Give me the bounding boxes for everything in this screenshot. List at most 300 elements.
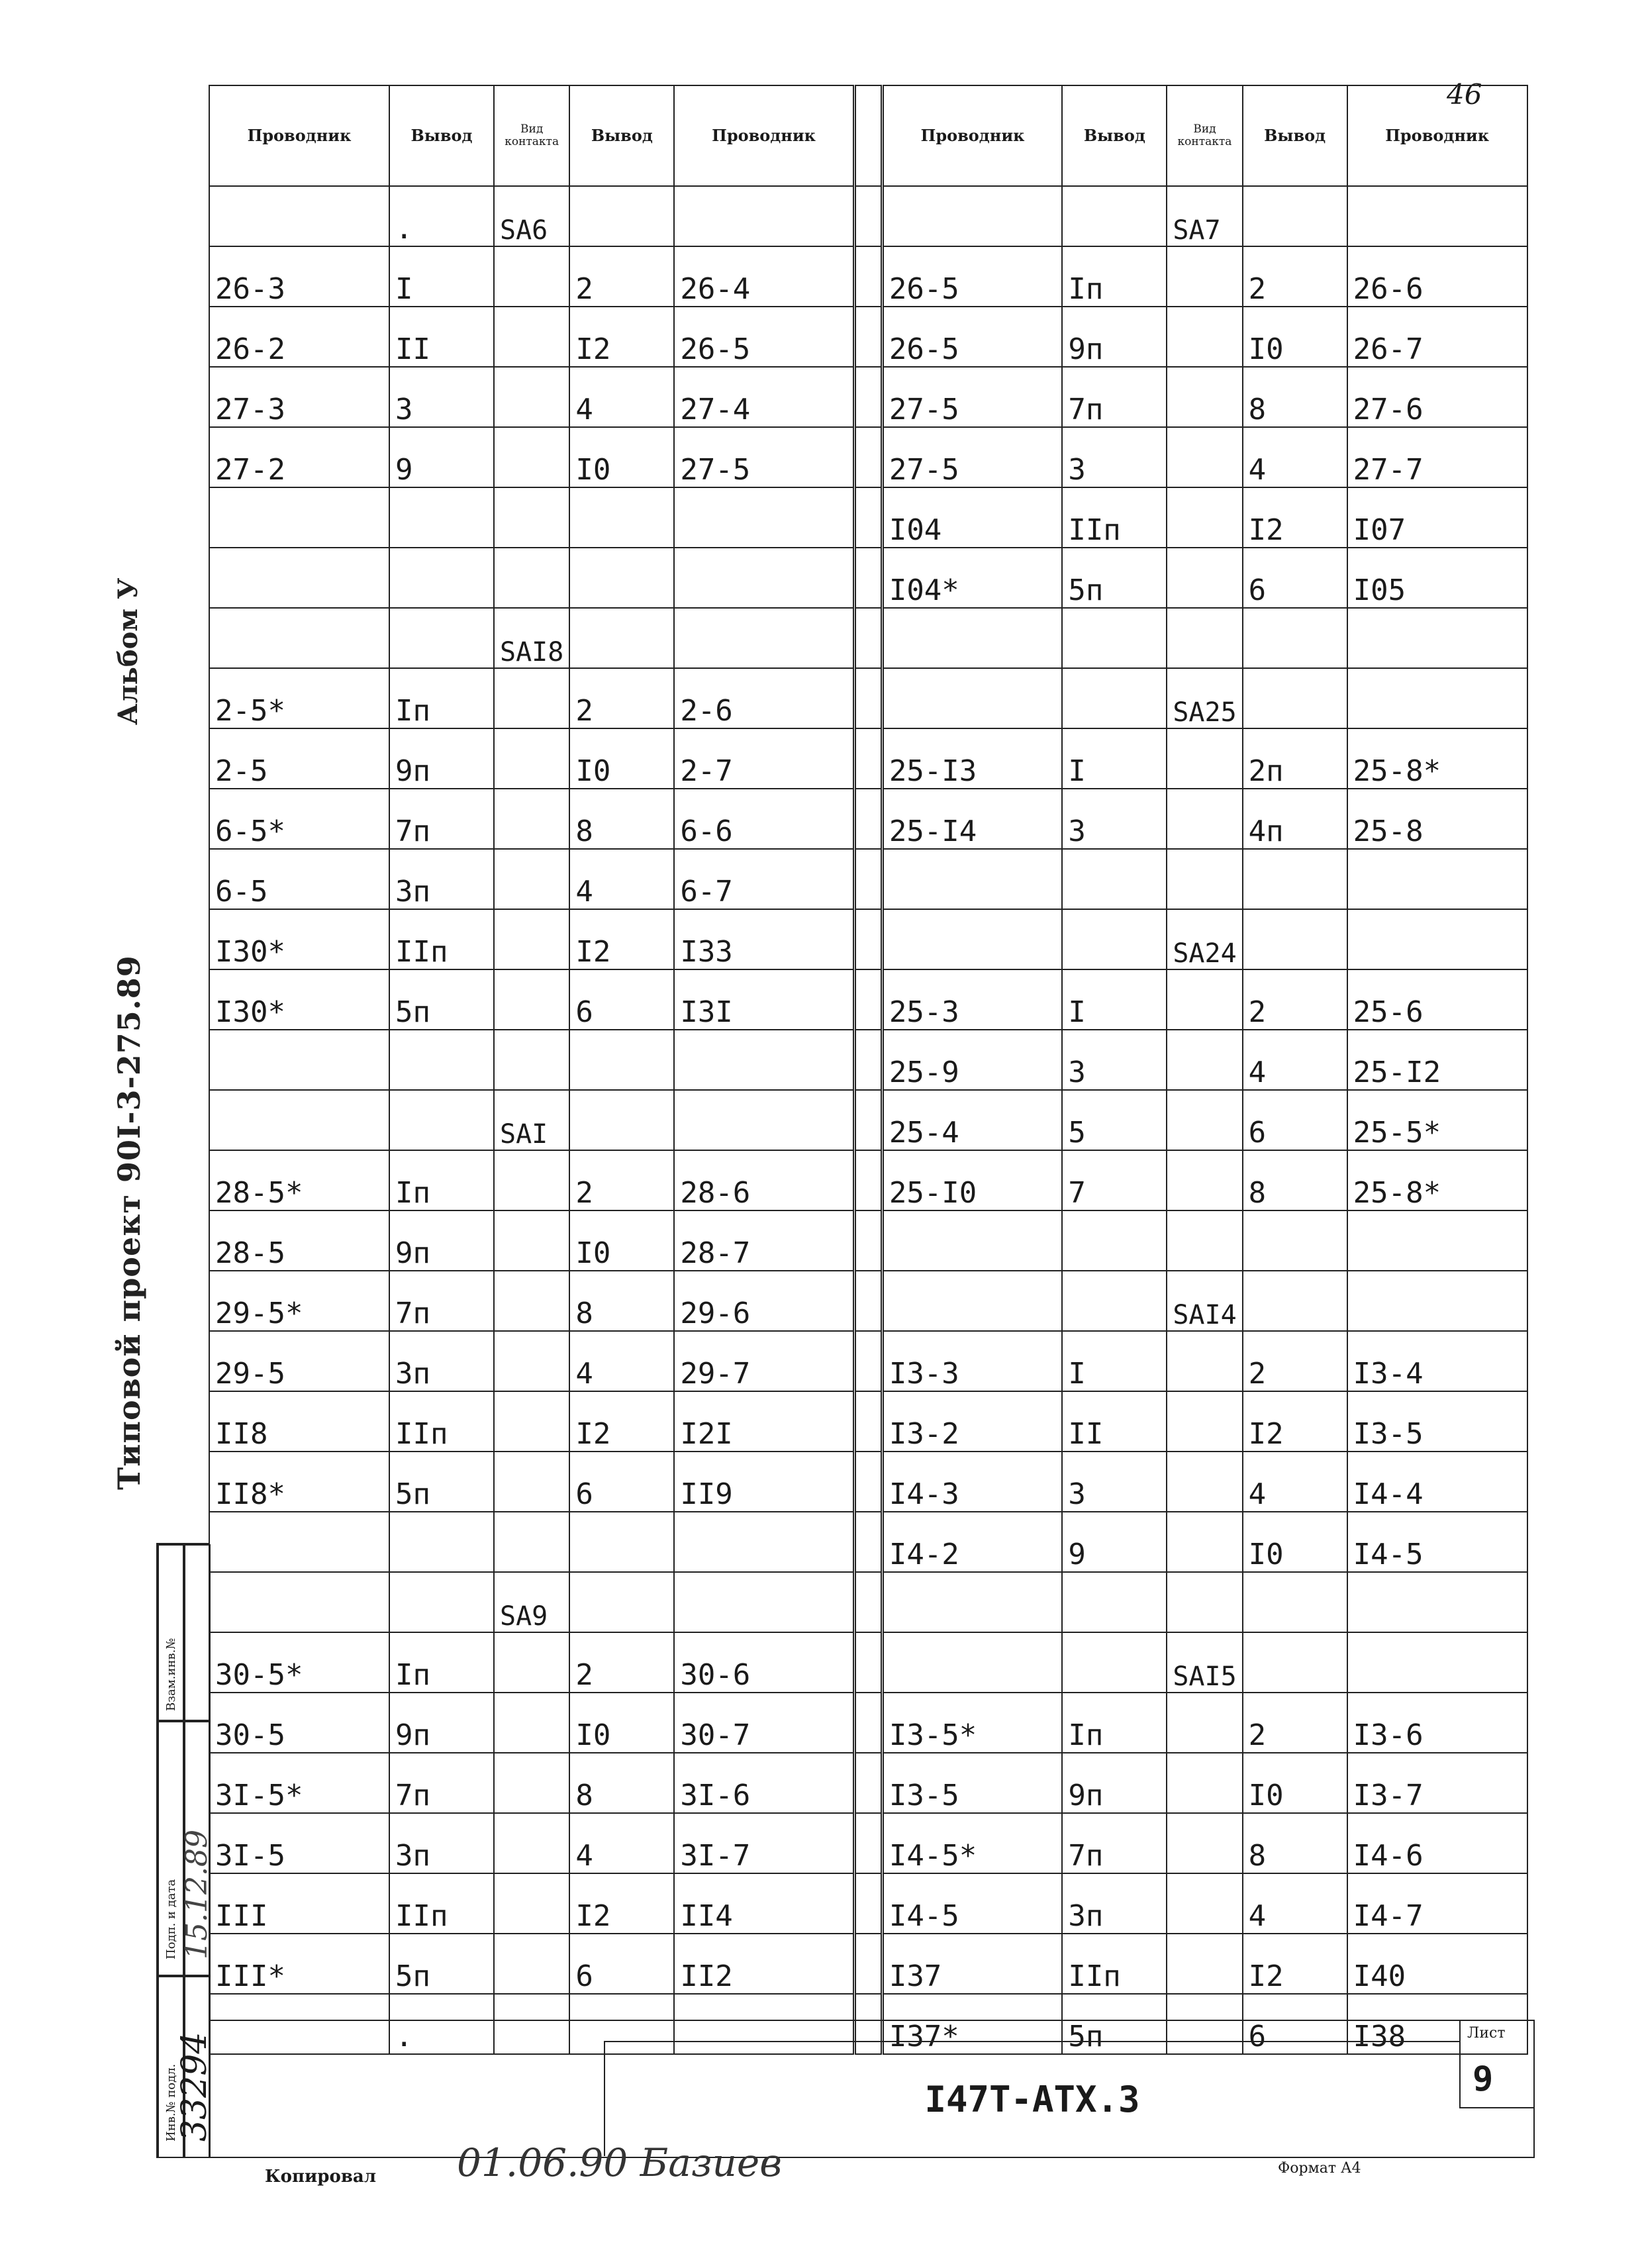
cell-contact (494, 487, 569, 548)
cell-terminal (1062, 849, 1167, 909)
table-row (209, 608, 1527, 668)
cell-terminal: Iп (389, 1632, 494, 1693)
cell-terminal-out: 6 (569, 1452, 674, 1512)
cell-contact (494, 307, 569, 367)
cell-conductor: II8* (209, 1452, 389, 1512)
cell-terminal: IIп (389, 909, 494, 969)
table-row (209, 1934, 1527, 1994)
corner-mark: 46 (1447, 78, 1482, 111)
cell-contact (1167, 728, 1242, 789)
header-contact-type: Вид контакта (1167, 85, 1242, 186)
cell-conductor-out: 27-7 (1347, 427, 1527, 487)
cell-terminal (389, 1572, 494, 1632)
cell-contact (494, 1150, 569, 1210)
cell-contact: SA9 (494, 1572, 569, 1632)
separator (854, 487, 882, 548)
cell-conductor-out: 25-5* (1347, 1090, 1527, 1150)
cell-conductor: I3-5* (882, 1693, 1062, 1753)
header-terminal: Вывод (1243, 85, 1347, 186)
cell-terminal-out: 8 (1243, 1813, 1347, 1873)
cell-conductor: II8 (209, 1391, 389, 1452)
cell-terminal-out: I2 (569, 1873, 674, 1934)
cell-contact (1167, 548, 1242, 608)
cell-conductor: I04 (882, 487, 1062, 548)
cell-contact (1167, 1934, 1242, 1994)
cell-conductor: 28-5* (209, 1150, 389, 1210)
separator (854, 608, 882, 668)
document-code: I47Т-АТХ.3 (604, 2041, 1459, 2156)
cell-contact (1167, 789, 1242, 849)
cell-conductor-out: 25-8 (1347, 789, 1527, 849)
cell-terminal: 7п (1062, 367, 1167, 427)
separator (854, 1934, 882, 1994)
cell-contact (494, 1391, 569, 1452)
cell-terminal-out (569, 1030, 674, 1090)
cell-terminal-out: I0 (1243, 1753, 1347, 1813)
cell-terminal: 3 (1062, 1030, 1167, 1090)
cell-terminal-out (1243, 1632, 1347, 1693)
cell-terminal-out: I2 (1243, 1934, 1347, 1994)
table-row (209, 668, 1527, 728)
cell-conductor-out (1347, 1572, 1527, 1632)
cell-terminal-out: 8 (1243, 367, 1347, 427)
cell-terminal-out: 4 (1243, 1452, 1347, 1512)
cell-contact (494, 548, 569, 608)
cell-conductor-out: I38 (1347, 1994, 1527, 2054)
separator (854, 1331, 882, 1391)
cell-conductor: 28-5 (209, 1210, 389, 1271)
cell-conductor (882, 668, 1062, 728)
cell-conductor-out (674, 487, 854, 548)
cell-terminal-out (569, 487, 674, 548)
cell-conductor-out: I3-6 (1347, 1693, 1527, 1753)
cell-conductor (882, 1632, 1062, 1693)
cell-contact (1167, 1753, 1242, 1813)
cell-contact (1167, 427, 1242, 487)
cell-terminal: Iп (1062, 1693, 1167, 1753)
cell-conductor: I3-2 (882, 1391, 1062, 1452)
cell-conductor: 25-I4 (882, 789, 1062, 849)
cell-terminal: 9п (389, 1693, 494, 1753)
cell-conductor: 26-5 (882, 246, 1062, 307)
separator (854, 548, 882, 608)
cell-contact: SA6 (494, 186, 569, 246)
cell-terminal-out: 2 (569, 1150, 674, 1210)
cell-terminal-out: I2 (1243, 487, 1347, 548)
cell-conductor: 6-5* (209, 789, 389, 849)
inv-value-cell (175, 1975, 215, 2158)
cell-terminal: 9п (389, 728, 494, 789)
cell-contact (1167, 849, 1242, 909)
separator (854, 1753, 882, 1813)
cell-conductor-out: I4-4 (1347, 1452, 1527, 1512)
table-row (209, 1873, 1527, 1934)
cell-terminal: 7п (389, 1753, 494, 1813)
cell-terminal-out: 4 (569, 1813, 674, 1873)
separator (854, 1210, 882, 1271)
cell-terminal-out: I0 (569, 728, 674, 789)
cell-terminal: I (1062, 969, 1167, 1030)
cell-conductor-out: I3-5 (1347, 1391, 1527, 1452)
cell-conductor-out: II9 (674, 1452, 854, 1512)
cell-terminal-out (1243, 1210, 1347, 1271)
cell-terminal: I (1062, 1331, 1167, 1391)
separator (854, 186, 882, 246)
cell-conductor-out (1347, 608, 1527, 668)
cell-terminal (389, 487, 494, 548)
cell-conductor: 30-5* (209, 1632, 389, 1693)
cell-terminal: 5 (1062, 1090, 1167, 1150)
cell-contact: SA7 (1167, 186, 1242, 246)
cell-conductor: 27-5 (882, 367, 1062, 427)
cell-conductor-out: II2 (674, 1934, 854, 1994)
cell-terminal-out (569, 608, 674, 668)
cell-contact: SAI4 (1167, 1271, 1242, 1331)
cell-conductor: I30* (209, 909, 389, 969)
cell-terminal-out: 4 (569, 849, 674, 909)
separator (854, 1512, 882, 1572)
cell-terminal: IIп (1062, 487, 1167, 548)
cell-conductor-out (674, 1030, 854, 1090)
cell-conductor (882, 849, 1062, 909)
cell-terminal-out: 2 (1243, 246, 1347, 307)
cell-contact: SAI5 (1167, 1632, 1242, 1693)
separator (854, 909, 882, 969)
table-row (209, 969, 1527, 1030)
cell-terminal: 5п (1062, 1994, 1167, 2054)
cell-conductor: III* (209, 1934, 389, 1994)
cell-terminal-out: 4 (1243, 1873, 1347, 1934)
header-conductor: Проводник (209, 85, 389, 186)
table-row (209, 1030, 1527, 1090)
cell-terminal: Iп (389, 1150, 494, 1210)
cell-conductor: I4-5* (882, 1813, 1062, 1873)
cell-conductor-out: 26-7 (1347, 307, 1527, 367)
cell-terminal-out: I0 (569, 1210, 674, 1271)
cell-contact (1167, 1813, 1242, 1873)
album-label: Альбом У (113, 577, 144, 725)
cell-terminal (1062, 909, 1167, 969)
table-row (209, 246, 1527, 307)
cell-terminal: 3 (1062, 789, 1167, 849)
cell-contact (494, 1632, 569, 1693)
cell-contact (1167, 307, 1242, 367)
cell-terminal: 3п (389, 1331, 494, 1391)
separator (854, 728, 882, 789)
cell-terminal-out: 8 (1243, 1150, 1347, 1210)
cell-terminal-out: 2 (1243, 1693, 1347, 1753)
table-row (209, 307, 1527, 367)
cell-terminal-out: 8 (569, 1753, 674, 1813)
cell-terminal: 9п (389, 1210, 494, 1271)
cell-conductor: 2-5 (209, 728, 389, 789)
separator (854, 1813, 882, 1873)
cell-terminal-out: 2 (569, 668, 674, 728)
header-contact-type: Вид контакта (494, 85, 569, 186)
cell-contact (1167, 1391, 1242, 1452)
table-row (209, 1391, 1527, 1452)
cell-terminal-out: 2п (1243, 728, 1347, 789)
cell-terminal (1062, 1271, 1167, 1331)
cell-conductor (209, 1090, 389, 1150)
cell-contact (494, 789, 569, 849)
cell-terminal: II (389, 307, 494, 367)
inv-number: 33294 (175, 2032, 215, 2142)
cell-terminal: 9п (1062, 307, 1167, 367)
cell-contact (494, 1934, 569, 1994)
cell-contact (1167, 1150, 1242, 1210)
cell-conductor-out: 29-6 (674, 1271, 854, 1331)
cell-conductor: I04* (882, 548, 1062, 608)
table-row (209, 1632, 1527, 1693)
cell-contact (1167, 246, 1242, 307)
cell-terminal-out: I0 (569, 1693, 674, 1753)
table-row (209, 367, 1527, 427)
cell-conductor-out (674, 548, 854, 608)
header-conductor: Проводник (1347, 85, 1527, 186)
cell-conductor (882, 1271, 1062, 1331)
cell-conductor (209, 548, 389, 608)
separator (854, 668, 882, 728)
cell-contact (1167, 1030, 1242, 1090)
cell-contact (494, 367, 569, 427)
cell-conductor-out: 25-6 (1347, 969, 1527, 1030)
cell-conductor-out: I07 (1347, 487, 1527, 548)
cell-contact (494, 909, 569, 969)
separator (854, 1030, 882, 1090)
cell-conductor-out (1347, 1271, 1527, 1331)
cell-terminal-out: I0 (569, 427, 674, 487)
cell-terminal: 5п (389, 1934, 494, 1994)
cell-conductor-out (1347, 1632, 1527, 1693)
cell-contact (1167, 1873, 1242, 1934)
cell-terminal (1062, 1632, 1167, 1693)
table-row (209, 1090, 1527, 1150)
cell-terminal (389, 1512, 494, 1572)
sign-value-cell (180, 1720, 214, 1977)
cell-terminal: Iп (389, 668, 494, 728)
cell-conductor: I4-3 (882, 1452, 1062, 1512)
cell-terminal: 5п (389, 1452, 494, 1512)
repl-value-cell (183, 1544, 211, 1722)
cell-terminal: Iп (1062, 246, 1167, 307)
cell-conductor-out: 26-5 (674, 307, 854, 367)
table-row (209, 1693, 1527, 1753)
cell-terminal-out: 4 (569, 1331, 674, 1391)
cell-conductor-out: 27-5 (674, 427, 854, 487)
cell-terminal: 3 (389, 367, 494, 427)
cell-terminal: I (389, 246, 494, 307)
cell-terminal: 7п (389, 789, 494, 849)
cell-conductor-out (1347, 186, 1527, 246)
cell-terminal-out (1243, 849, 1347, 909)
cell-contact (1167, 1090, 1242, 1150)
cell-contact (1167, 1693, 1242, 1753)
table-row (209, 1753, 1527, 1813)
cell-terminal: 3 (1062, 1452, 1167, 1512)
separator (854, 969, 882, 1030)
cell-terminal-out: 6 (1243, 1090, 1347, 1150)
sheet-box (1459, 2021, 1533, 2108)
copied-label: Копировал (265, 2167, 377, 2187)
cell-conductor: I3-5 (882, 1753, 1062, 1813)
cell-terminal (1062, 1572, 1167, 1632)
cell-conductor: 25-3 (882, 969, 1062, 1030)
cell-conductor-out: 28-6 (674, 1150, 854, 1210)
separator (854, 849, 882, 909)
format-label: Формат А4 (1278, 2160, 1361, 2177)
cell-contact (494, 1873, 569, 1934)
cell-contact: SAI (494, 1090, 569, 1150)
separator (854, 1693, 882, 1753)
cell-conductor (209, 1572, 389, 1632)
cell-conductor-out: I4-7 (1347, 1873, 1527, 1934)
cell-terminal: 9п (1062, 1753, 1167, 1813)
sheet-number: 9 (1473, 2059, 1494, 2099)
cell-terminal: IIп (1062, 1934, 1167, 1994)
cell-conductor: 27-5 (882, 427, 1062, 487)
cell-conductor-out: I2I (674, 1391, 854, 1452)
cell-conductor-out: I4-6 (1347, 1813, 1527, 1873)
header-row (209, 85, 1527, 186)
header-terminal: Вывод (1062, 85, 1167, 186)
cell-conductor-out: 25-8* (1347, 728, 1527, 789)
sign-date: 15.12.89 (180, 1830, 214, 1959)
cell-conductor: 27-2 (209, 427, 389, 487)
cell-contact (494, 1271, 569, 1331)
cell-conductor (209, 186, 389, 246)
table-row (209, 1271, 1527, 1331)
cell-contact (1167, 1210, 1242, 1271)
cell-contact (1167, 367, 1242, 427)
cell-terminal: II (1062, 1391, 1167, 1452)
table-row (209, 186, 1527, 246)
separator (854, 307, 882, 367)
cell-contact (1167, 608, 1242, 668)
cell-terminal-out: 4п (1243, 789, 1347, 849)
cell-terminal-out: 2 (1243, 1331, 1347, 1391)
cell-conductor: I30* (209, 969, 389, 1030)
cell-terminal: . (389, 1994, 494, 2054)
cell-terminal-out: 2 (569, 246, 674, 307)
connection-table (209, 85, 1528, 2055)
cell-terminal-out (1243, 186, 1347, 246)
cell-conductor-out (1347, 1210, 1527, 1271)
cell-terminal-out: 6 (569, 969, 674, 1030)
cell-contact (494, 246, 569, 307)
cell-contact: SA25 (1167, 668, 1242, 728)
cell-terminal (1062, 1210, 1167, 1271)
inv-label: Инв.№ подл. (164, 2063, 178, 2142)
cell-terminal-out (1243, 608, 1347, 668)
cell-conductor: 25-4 (882, 1090, 1062, 1150)
cell-terminal: . (389, 186, 494, 246)
cell-terminal-out: 2 (1243, 969, 1347, 1030)
copied-signature: 01.06.90 Базиев (457, 2140, 782, 2185)
cell-conductor (882, 608, 1062, 668)
cell-terminal-out (1243, 909, 1347, 969)
cell-terminal-out: 6 (1243, 1994, 1347, 2054)
sheet-label: Лист (1467, 2025, 1506, 2042)
sign-label: Подп. и дата (164, 1879, 178, 1959)
header-terminal: Вывод (389, 85, 494, 186)
cell-terminal-out (569, 1090, 674, 1150)
cell-conductor: III (209, 1873, 389, 1934)
cell-terminal-out: 6 (1243, 548, 1347, 608)
project-label: Типовой проект 90I-3-275.89 (111, 955, 147, 1490)
separator (854, 1452, 882, 1512)
cell-contact (494, 728, 569, 789)
cell-conductor: 25-I0 (882, 1150, 1062, 1210)
cell-conductor-out (674, 186, 854, 246)
cell-contact (494, 1452, 569, 1512)
cell-conductor: I3-3 (882, 1331, 1062, 1391)
cell-conductor: 3I-5 (209, 1813, 389, 1873)
cell-terminal-out: 8 (569, 1271, 674, 1331)
cell-terminal-out (569, 186, 674, 246)
cell-contact (1167, 1452, 1242, 1512)
cell-terminal (389, 548, 494, 608)
cell-terminal: 7п (1062, 1813, 1167, 1873)
cell-conductor-out: I33 (674, 909, 854, 969)
cell-conductor: I37 (882, 1934, 1062, 1994)
cell-conductor-out: II4 (674, 1873, 854, 1934)
cell-conductor (882, 186, 1062, 246)
cell-contact (494, 1753, 569, 1813)
cell-terminal (1062, 668, 1167, 728)
separator (854, 246, 882, 307)
cell-conductor-out (1347, 668, 1527, 728)
separator (854, 367, 882, 427)
table-row (209, 909, 1527, 969)
cell-contact (494, 1331, 569, 1391)
separator (854, 1632, 882, 1693)
header-conductor: Проводник (882, 85, 1062, 186)
separator (854, 1572, 882, 1632)
cell-conductor: 26-5 (882, 307, 1062, 367)
cell-terminal-out: 8 (569, 789, 674, 849)
table-row (209, 849, 1527, 909)
cell-conductor-out (674, 608, 854, 668)
cell-terminal-out: 4 (1243, 1030, 1347, 1090)
cell-terminal-out: 4 (569, 367, 674, 427)
cell-terminal: 3п (1062, 1873, 1167, 1934)
cell-conductor-out: I4-5 (1347, 1512, 1527, 1572)
cell-conductor (882, 1210, 1062, 1271)
cell-conductor: 25-I3 (882, 728, 1062, 789)
cell-contact (494, 1693, 569, 1753)
cell-contact (494, 1813, 569, 1873)
cell-conductor: 29-5* (209, 1271, 389, 1331)
table-row (209, 728, 1527, 789)
separator (854, 1150, 882, 1210)
table-row (209, 1813, 1527, 1873)
cell-terminal-out (569, 1512, 674, 1572)
repl-cell (158, 1544, 185, 1722)
table-row (209, 548, 1527, 608)
separator (854, 1090, 882, 1150)
cell-terminal: 5п (1062, 548, 1167, 608)
cell-terminal-out: 6 (569, 1934, 674, 1994)
cell-conductor: I37* (882, 1994, 1062, 2054)
cell-terminal (389, 1090, 494, 1150)
separator (854, 427, 882, 487)
table-row (209, 1331, 1527, 1391)
cell-terminal-out: I0 (1243, 307, 1347, 367)
cell-contact: SAI8 (494, 608, 569, 668)
cell-conductor-out: 29-7 (674, 1331, 854, 1391)
cell-conductor-out: 26-6 (1347, 246, 1527, 307)
